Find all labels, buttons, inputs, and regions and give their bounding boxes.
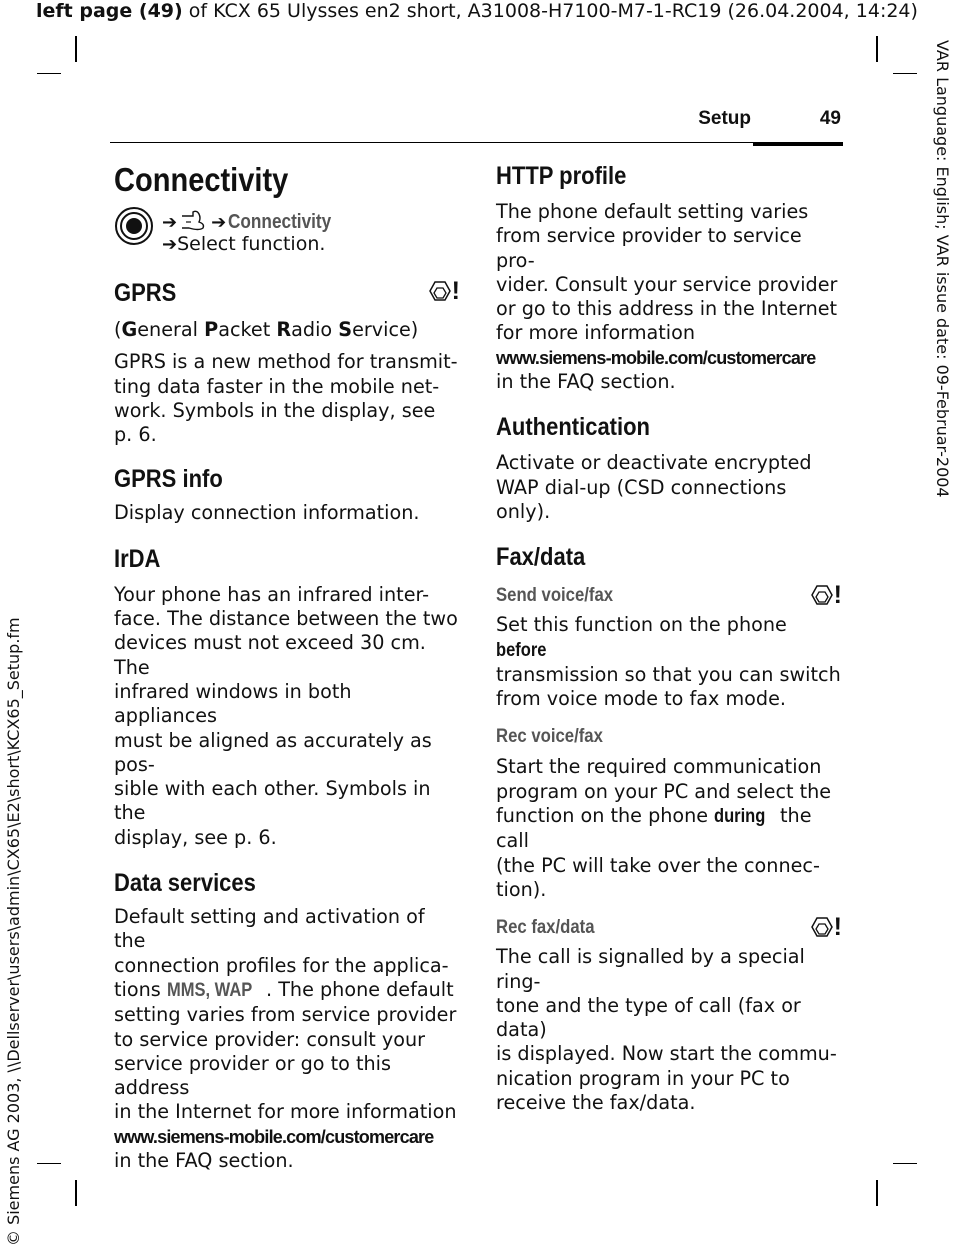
text-line: devices must not exceed 30 cm. The (114, 631, 426, 679)
subheading-rec-voice-fax: Rec voice/fax (496, 726, 603, 748)
crop-mark (75, 36, 77, 62)
text-line: nication program in your PC to (496, 1066, 790, 1090)
app-names: MMS, WAP (166, 979, 253, 1001)
text: ( (114, 318, 122, 341)
network-dependent-icon (811, 581, 842, 610)
subheading-send-voice-fax: Send voice/fax (496, 585, 614, 607)
warning-mark: ! (451, 277, 460, 305)
data-services-body (114, 905, 460, 1173)
text-line: from voice mode to fax mode. (496, 687, 786, 711)
margin-right-label: VAR Language: English; VAR issue date: 09-Februar-2004 (933, 40, 952, 498)
rec-fax-data-body (496, 945, 842, 1115)
text-line: must be aligned as accurately as pos- (114, 728, 432, 776)
section-heading-gprs-info: GPRS info (114, 465, 223, 494)
gprs-expansion (114, 318, 460, 342)
running-head-section: Setup (698, 108, 751, 129)
text-line: tion). (496, 877, 547, 901)
text: eneral (137, 318, 205, 341)
emphasis-during: during (714, 806, 766, 828)
menu-key-icon (114, 206, 154, 250)
subheading-rec-fax-data: Rec fax/data (496, 917, 595, 939)
rec-fax-data-heading-row (496, 913, 842, 942)
menu-path-instruction: Select function. (177, 233, 326, 255)
customercare-link[interactable]: www.siemens-mobile.com/customercare (496, 347, 816, 368)
text-line: The phone default setting varies (496, 200, 809, 223)
text-line: WAP dial-up (CSD connections only). (496, 475, 787, 523)
text-line: or go to this address in the Internet (496, 297, 838, 321)
gprs-info-body: Display connection information. (114, 501, 420, 525)
network-dependent-icon (429, 277, 460, 305)
send-voice-fax-body (496, 613, 842, 711)
gprs-heading-row (114, 278, 460, 308)
text-line: transmission so that you can switch (496, 662, 841, 686)
text-line: Default setting and activation of the (114, 905, 425, 953)
text-line: to service provider: consult your (114, 1027, 426, 1051)
text-line: ting data faster in the mobile net- (114, 374, 440, 398)
text-line: in the Internet for more information (114, 1100, 457, 1124)
text-line: The call is signalled by a special ring- (496, 945, 805, 993)
text: ervice) (352, 318, 419, 341)
crop-mark (876, 1180, 878, 1206)
text-line: (the PC will take over the connec- (496, 853, 820, 877)
print-header-page: left page (49) (36, 0, 183, 22)
section-heading-data-services: Data services (114, 869, 256, 898)
crop-mark (75, 1180, 77, 1206)
print-header-doc: of KCX 65 Ulysses en2 short, A31008-H7100-M7-1-RC19 (26.04.2004, 14:24) (182, 0, 918, 22)
text-line: Start the required communication (496, 755, 822, 779)
text-line: in the FAQ section. (114, 1149, 294, 1173)
menu-path (114, 206, 460, 266)
text: adio (291, 318, 339, 341)
text-line: connection profiles for the applica- (114, 953, 449, 977)
section-heading-irda: IrDA (114, 544, 161, 573)
irda-body (114, 583, 460, 850)
initial: G (121, 318, 138, 341)
authentication-body (496, 451, 842, 524)
initial: S (338, 318, 353, 341)
print-header (36, 0, 916, 22)
margin-left-label: © Siemens AG 2003, \\Dellserver\users\admin\CX65\E2\short\KCX65_Setup.fm (4, 617, 23, 1246)
text-line: receive the fax/data. (496, 1091, 696, 1115)
text-line: tone and the type of call (fax or data) (496, 993, 801, 1042)
page-title: Connectivity (114, 161, 289, 198)
network-dependent-icon (811, 913, 842, 942)
crop-mark (37, 1163, 61, 1164)
text-line: for more information (496, 321, 696, 345)
left-column (114, 150, 460, 1173)
text-line: in the FAQ section. (496, 370, 676, 394)
text-line: setting varies from service provider (114, 1003, 457, 1027)
crop-mark (893, 1163, 917, 1164)
crop-mark (893, 73, 917, 74)
running-head-bar (753, 142, 843, 146)
text-line: GPRS is a new method for transmit- (114, 350, 458, 374)
text: acket (218, 318, 277, 341)
send-voice-fax-heading-row (496, 581, 842, 610)
text-line: vider. Consult your service provider (496, 272, 838, 296)
text-line: service provider or go to this address (114, 1051, 391, 1100)
arrow-right-icon: ➔ (162, 234, 178, 255)
menu-path-item: Connectivity (228, 211, 332, 233)
arrow-right-icon: ➔ (211, 212, 227, 233)
crop-mark (37, 73, 61, 74)
section-heading-http-profile: HTTP profile (496, 162, 627, 190)
rec-voice-fax-body (496, 755, 842, 902)
warning-mark: ! (833, 913, 842, 942)
page-number: 49 (819, 108, 841, 129)
right-column (496, 150, 842, 1115)
section-heading-gprs: GPRS (114, 279, 177, 307)
section-heading-authentication: Authentication (496, 413, 650, 442)
initial: P (204, 318, 219, 341)
text-line: Your phone has an infrared inter- (114, 582, 430, 606)
running-head (110, 104, 843, 143)
text: tions (114, 977, 167, 1001)
initial: R (276, 318, 292, 341)
text-line: display, see p. 6. (114, 825, 277, 849)
text-line: sible with each other. Symbols in the (114, 777, 431, 825)
crop-mark (876, 36, 878, 62)
text: the call (496, 804, 812, 853)
text-line: program on your PC and select the (496, 779, 832, 803)
arrow-right-icon: ➔ (162, 212, 178, 233)
http-profile-body (496, 200, 842, 394)
customercare-link[interactable]: www.siemens-mobile.com/customercare (114, 1126, 434, 1147)
warning-mark: ! (833, 581, 842, 610)
text-line: p. 6. (114, 423, 157, 447)
margin-right-text (926, 40, 952, 520)
emphasis-before: before (496, 639, 547, 661)
text: . The phone default (266, 977, 454, 1001)
text-line: work. Symbols in the display, see (114, 398, 436, 422)
text-line: is displayed. Now start the commu- (496, 1042, 837, 1066)
margin-left-text (2, 600, 28, 1246)
text-line: face. The distance between the two (114, 607, 458, 631)
gprs-body (114, 350, 460, 447)
text: Set this function on the phone (496, 613, 787, 637)
text-line: infrared windows in both appliances (114, 679, 352, 728)
text-line: from service provider to service pro- (496, 224, 802, 272)
menu-path-line2 (162, 233, 325, 255)
section-heading-fax-data: Fax/data (496, 543, 586, 572)
text: function on the phone (496, 804, 715, 828)
text-line: Activate or deactivate encrypted (496, 451, 812, 475)
